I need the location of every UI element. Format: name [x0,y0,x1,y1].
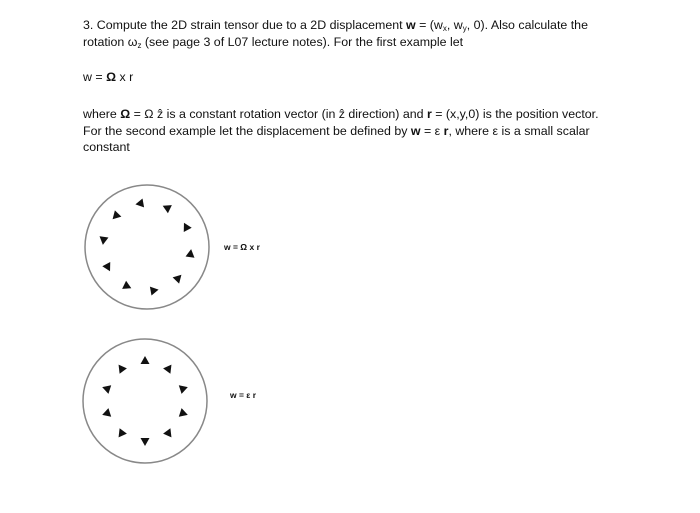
rotation-circle [85,185,209,309]
tangent-arrow [184,223,192,232]
tangent-arrow [113,210,122,219]
radial-arrows [102,356,188,446]
rotation-diagram [85,185,261,309]
radial-arrow [163,365,171,374]
rotation-label: w = Ω x r [224,242,260,252]
rotation-symbol: ω [127,34,138,49]
tangent-arrow [186,249,195,258]
radial-diagram [83,339,257,463]
rotation-arrows [100,199,195,296]
radial-arrow [179,385,188,394]
tangent-arrow [100,236,109,245]
definitions-line-2: For the second example let the displacement be defined by w = ε r, where ε is a small scalar [83,123,590,138]
equation-rotation: w = Ω x r [83,70,134,84]
radial-label: w = ε r [230,390,257,400]
radial-arrow [102,408,111,417]
radial-arrow [102,385,111,394]
radial-arrow [141,356,150,364]
tangent-arrow [173,275,182,284]
displacement-symbol: w [406,18,416,32]
tangent-arrow [102,262,110,271]
definitions-line-3: constant [83,140,130,154]
radial-arrow [163,428,171,437]
problem-line-1: 3. Compute the 2D strain tensor due to a 2D displacement $w = (w_x$, $w_y$, 0). Also calculate the [83,18,588,33]
definitions-line-1: where Ω = Ω ẑ is a constant rotation vector (in ẑ direction) and r = (x,y,0) is the position vector. [83,107,599,121]
problem-number: 3. [83,18,94,32]
radial-arrow [119,428,127,437]
tangent-arrow [135,199,144,208]
omega-vector-symbol: Ω [106,70,117,84]
radial-arrow [119,365,127,374]
radial-arrow [179,408,188,417]
tangent-arrow [163,205,172,213]
problem-line-2: rotation $\omega_z$ (see page 3 of L07 lecture notes). For the first example let [83,34,464,50]
radial-arrow [141,438,150,446]
tangent-arrow [150,287,159,296]
tangent-arrow [122,281,131,289]
